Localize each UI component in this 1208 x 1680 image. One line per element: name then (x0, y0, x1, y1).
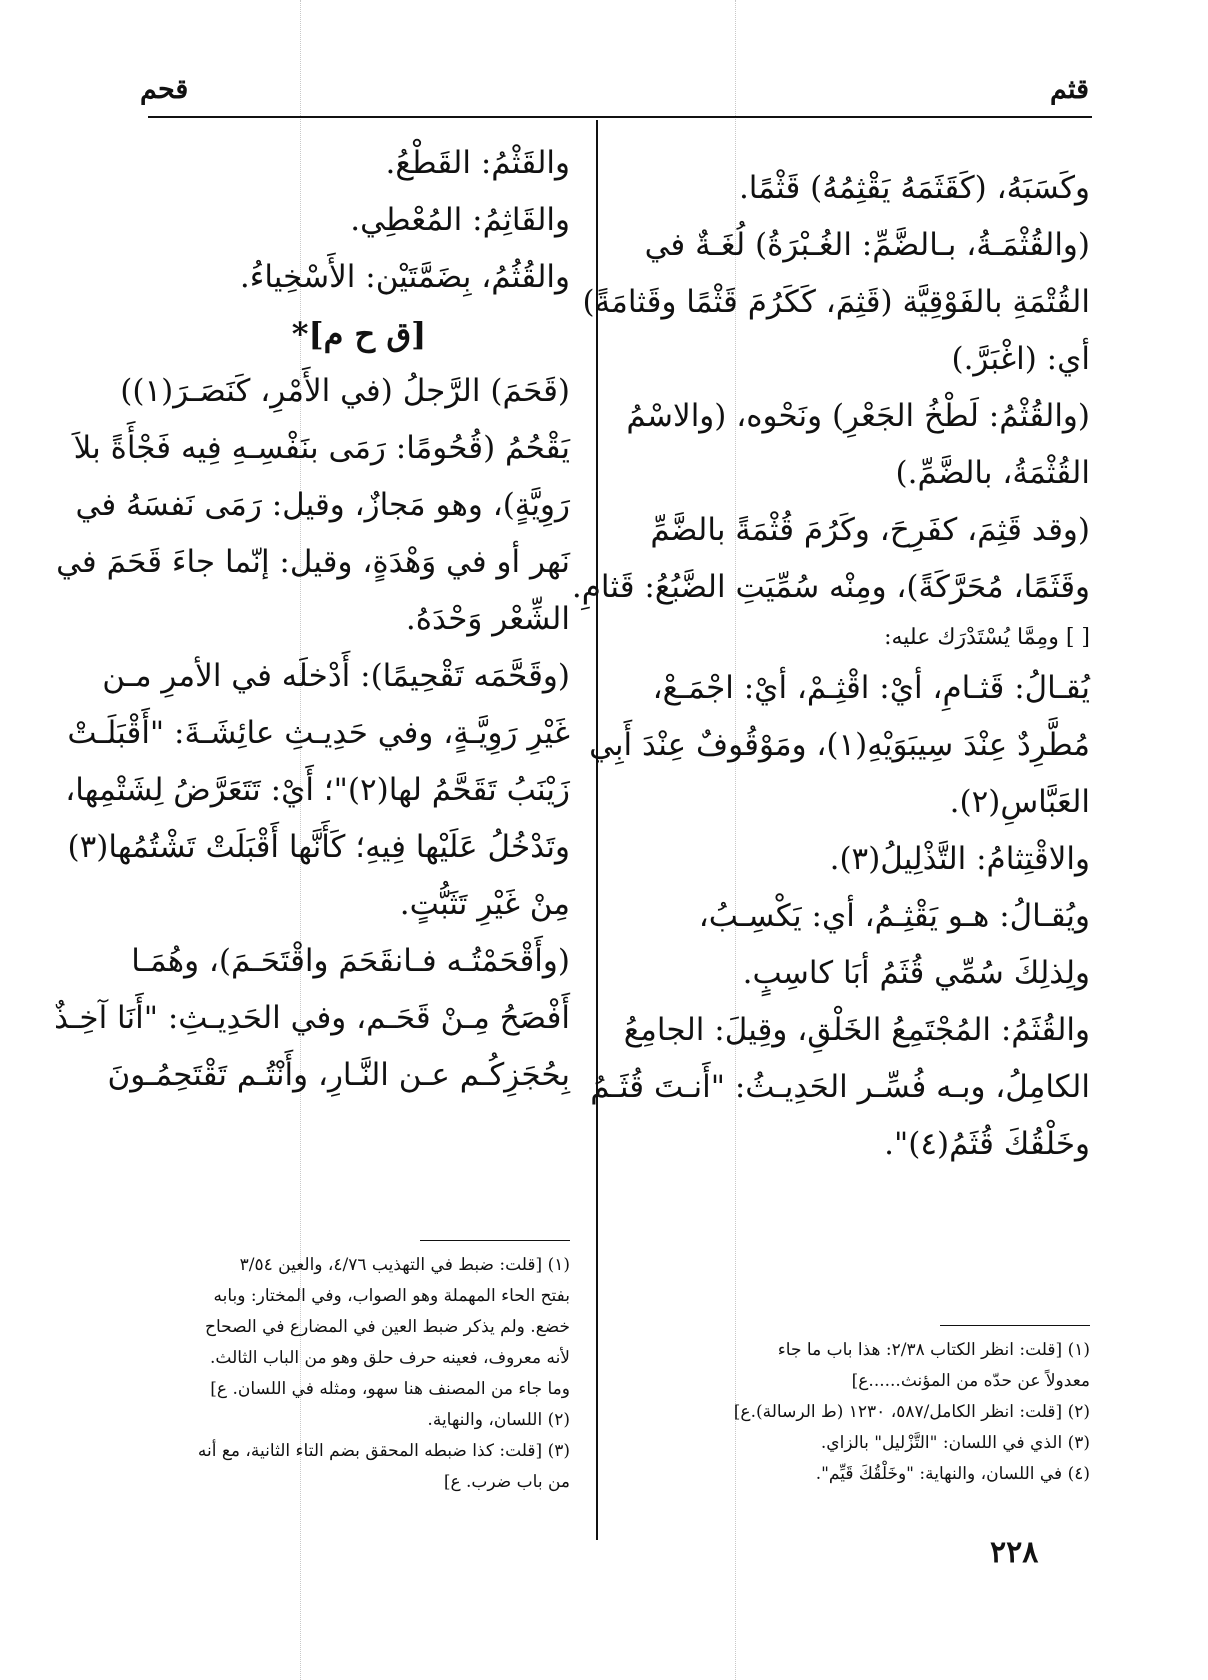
text-line: أَفْصَحُ مِـنْ قَحَـم، وفي الحَدِيـثِ: "أَنَا آخِـذٌ (54, 1000, 570, 1036)
running-header-right: قثم (1050, 74, 1090, 105)
text-line: رَوِيَّةٍ)، وهو مَجازٌ، وقيل: رَمَى نَفسَهُ في (75, 487, 570, 523)
text-line: غَيْرِ رَوِيَّـةٍ، وفي حَدِيـثِ عائِشَـةَ: "أَقْبَلَـتْ (67, 715, 570, 751)
text-line: [ ] ومِمَّا يُسْتَدْرَك عليه: (884, 625, 1090, 650)
text-line: والقَثْمُ: القَطْعُ. (385, 145, 570, 181)
footnote-rule-left (420, 1240, 570, 1241)
running-header-left: قحم (140, 74, 189, 105)
text-line: وكَسَبَهُ، (كَقَثَمَهُ يَقْثِمُهُ) قَثْمًا. (738, 170, 1090, 206)
footnote-line: لأنه معروف، فعينه حرف حلق وهو من الباب الثالث. (209, 1348, 570, 1368)
footnote-line: وما جاء من المصنف هنا سهو، ومثله في اللسان. ع] (210, 1379, 570, 1399)
footnotes-right (655, 1335, 1090, 1490)
text-line: مُطَّرِدٌ عِنْدَ سِيبَوَيْهِ(١)، ومَوْقُوفٌ عِنْدَ أَبِي (589, 727, 1090, 763)
text-line: (وقَحَّمَه تَقْحِيمًا): أَدْخلَه في الأمرِ مـن (102, 658, 570, 694)
text-line: يُقـالُ: قَثـامِ، أيْ: اقْثِـمْ، أيْ: اجْمَـعْ، (652, 670, 1090, 706)
page-number: ٢٢٨ (990, 1535, 1039, 1570)
text-line: ويُقـالُ: هـو يَقْثِـمُ، أي: يَكْسِـبُ، (698, 898, 1090, 934)
text-line: الشِّعْر وَحْدَهُ. (405, 601, 570, 637)
footnote-line: (٣) [قلت: كذا ضبطه المحقق بضم التاء الثانية، مع أنه (197, 1441, 570, 1461)
text-line: العَبَّاسِ(٢). (949, 784, 1090, 820)
text-line: يَقْحُمُ (قُحُومًا: رَمَى بنَفْسِـهِ فِيه فَجْأَةً بلاَ (73, 430, 570, 466)
footnote-line: خضع. ولم يذكر ضبط العين في المضارع في الصحاح (204, 1317, 570, 1337)
footnote-line: (١) [قلت: ضبط في التهذيب ٤/٧٦، والعين ٣/٥٤ (239, 1255, 570, 1275)
entry-headword: [ق ح م]* (291, 315, 427, 353)
right-column (571, 160, 1090, 1173)
text-line: والقَاثِمُ: المُعْطِي. (350, 202, 570, 238)
footnote-line: (٤) في اللسان، والنهاية: "وخَلْقُكَ قَيِّم". (815, 1464, 1090, 1484)
text-line: (وأَقْحَمْتُـه فـانقَحَمَ واقْتَحَـمَ)، وهُمَـا (131, 943, 570, 979)
footnote-rule-right (940, 1325, 1090, 1326)
text-line: (قَحَمَ) الرَّجلُ (في الأَمْرِ، كَنَصَـرَ(١)) (120, 373, 570, 409)
text-line: القُثْمَةُ، بالضَّمِّ.) (895, 455, 1090, 491)
text-line: القُتْمَةِ بالفَوْقِيَّة (قَثِمَ، كَكَرُمَ قَثْمًا وقَثامَةً) (582, 284, 1090, 320)
text-line: وخَلْقُكَ قُثَمُ(٤)". (884, 1126, 1090, 1162)
text-line: أي: (اغْبَرَّ.) (951, 341, 1090, 377)
footnote-line: (٣) الذي في اللسان: "التَّزْليل" بالزاي. (820, 1433, 1090, 1453)
text-line: والقُثُمُ، بِضَمَّتَيْن: الأَسْخِياءُ. (239, 259, 570, 295)
text-line: والاقْتِثامُ: التَّذْلِيلُ(٣). (829, 841, 1090, 877)
text-line: (وقد قَثِمَ، كفَرِحَ، وكَرُمَ قُثْمَةً بالضَّمِّ (650, 512, 1090, 548)
text-line: نَهر أو في وَهْدَةٍ، وقيل: إنّما جاءَ قَحَمَ في (56, 544, 570, 580)
footnote-line: (١) [قلت: انظر الكتاب ٢/٣٨: هذا باب ما جاء (777, 1340, 1090, 1360)
column-divider (596, 120, 598, 1540)
footnote-line: بفتح الحاء المهملة وهو الصواب، وفي المختار: وبابه (213, 1286, 570, 1306)
footnote-line: معدولاً عن حدّه من المؤنث......ع] (851, 1371, 1090, 1391)
left-column (54, 135, 570, 1104)
footnote-line: (٢) [قلت: انظر الكامل/٥٨٧، ١٢٣٠ (ط الرسالة).ع] (733, 1402, 1090, 1422)
text-line: الكامِلُ، وبـه فُسِّـر الحَدِيـثُ: "أَنـتَ قُثَـمُ (590, 1069, 1090, 1105)
text-line: مِنْ غَيْرِ تَثَبُّتٍ. (399, 886, 570, 922)
text-line: بِحُجَزِكُـم عـن النَّـارِ، وأَنْتُـم تَقْتَحِمُـونَ (107, 1057, 570, 1093)
text-line: (والقُثْمَـةُ، بـالضَّمِّ: الغُـبْرَةُ) لُغَـةٌ في (644, 227, 1090, 263)
text-line: ولِذلِكَ سُمِّي قُثَمُ أبَا كاسِبٍ. (742, 955, 1090, 991)
text-line: زَيْنَبُ تَقَحَّمُ لها(٢)"؛ أَيْ: تَتَعَرَّضُ لِشَتْمِها، (65, 772, 570, 808)
footnote-line: (٢) اللسان، والنهاية. (427, 1410, 570, 1430)
footnotes-left (120, 1250, 570, 1498)
text-line: وقَثَمًا، مُحَرَّكَةً)، ومِنْه سُمِّيَتِ الضَّبُعُ: قَثامِ. (571, 569, 1090, 605)
footnote-line: من باب ضرب. ع] (443, 1472, 570, 1492)
text-line: وتَدْخُلُ عَلَيْها فِيهِ؛ كَأَنَّها أَقْبَلَتْ تَشْتُمُها(٣) (67, 829, 570, 865)
text-line: (والقُثْمُ: لَطْخُ الجَعْرِ) ونَحْوه، (والاسْمُ (626, 398, 1090, 434)
text-line: والقُثَمُ: المُجْتَمِعُ الخَلْقِ، وقِيلَ: الجامِعُ (623, 1012, 1090, 1048)
header-rule (148, 116, 1092, 118)
